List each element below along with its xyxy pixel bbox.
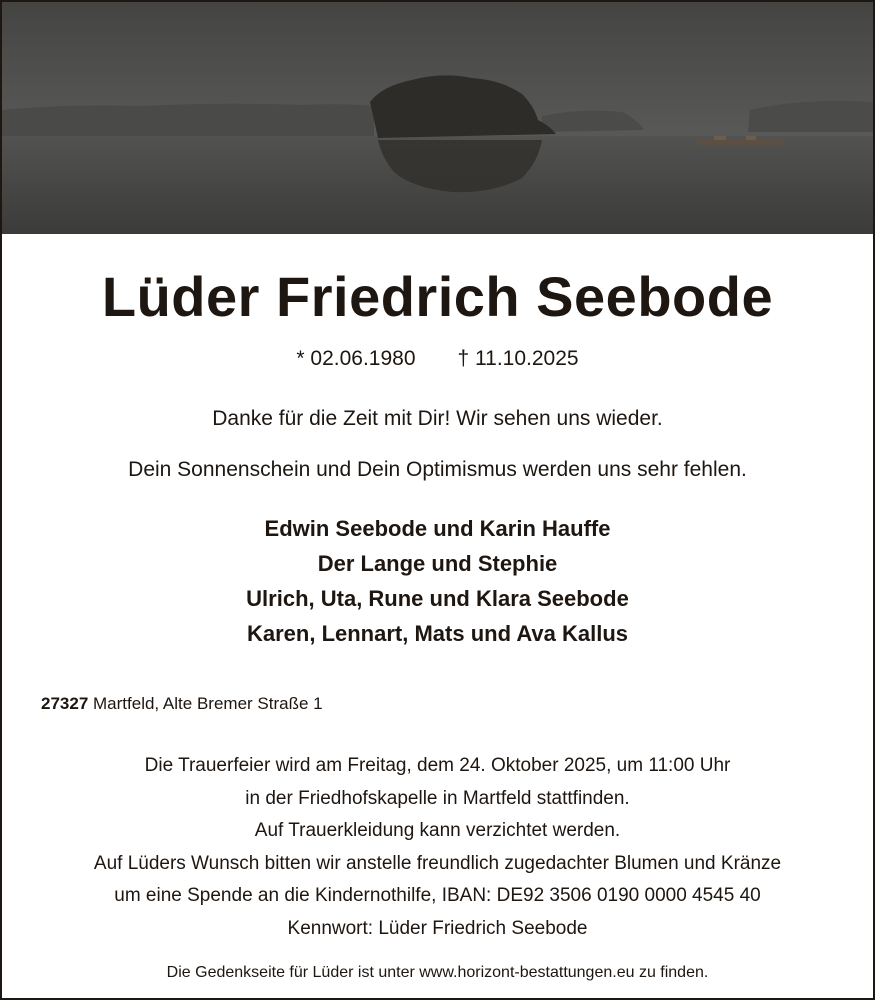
notice-line: Kennwort: Lüder Friedrich Seebode (287, 917, 588, 939)
mourner-line: Ulrich, Uta, Rune und Klara Seebode (246, 586, 629, 611)
birth-date: * 02.06.1980 (296, 347, 416, 370)
notice-line: Auf Trauerkleidung kann verzichtet werden. (254, 820, 621, 841)
mourner-line: Der Lange und Stephie (317, 551, 558, 576)
memorial-page-note: Die Gedenkseite für Lüder ist unter www.horizont-bestattungen.eu zu finden. (166, 964, 709, 981)
notice-line: um eine Spende an die Kindernothilfe, IBAN: DE92 3506 0190 0000 4545 40 (114, 885, 761, 906)
quote-line: Dein Sonnenschein und Dein Optimismus werden uns sehr fehlen. (128, 458, 747, 481)
mourner-line: Edwin Seebode und Karin Hauffe (264, 516, 611, 541)
notice-line: Auf Lüders Wunsch bitten wir anstelle freundlich zugedachter Blumen und Kränze (93, 852, 782, 874)
funeral-notice (2, 750, 873, 945)
death-date: † 11.10.2025 (457, 347, 579, 370)
street: Martfeld, Alte Bremer Straße 1 (93, 694, 323, 713)
quote-line: Danke für die Zeit mit Dir! Wir sehen uns wieder. (212, 407, 663, 430)
mourner-line: Karen, Lennart, Mats und Ava Kallus (246, 621, 628, 646)
notice-line: Die Trauerfeier wird am Freitag, dem 24. Oktober 2025, um 11:00 Uhr (144, 755, 731, 776)
address (41, 692, 323, 716)
notice-line: in der Friedhofskapelle in Martfeld stattfinden. (245, 787, 630, 809)
postcode: 27327 (41, 694, 89, 713)
deceased-name: Lüder Friedrich Seebode (101, 265, 774, 328)
mourners-list (2, 511, 873, 651)
lake-photo (2, 2, 873, 234)
life-dates (2, 345, 873, 373)
